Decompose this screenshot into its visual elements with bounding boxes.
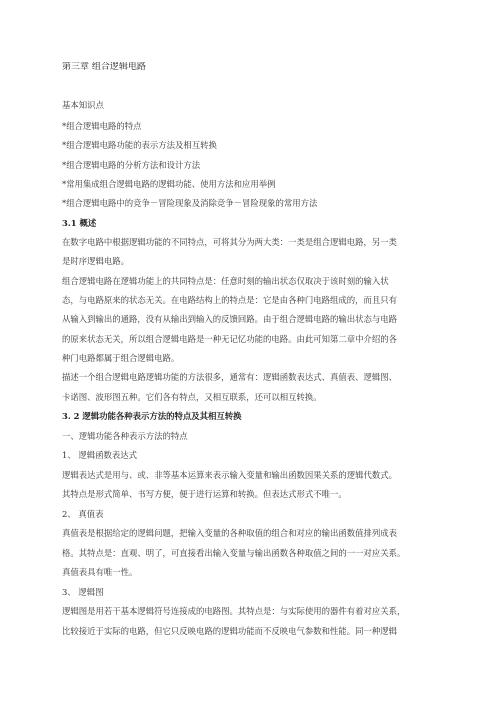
- paragraph-line: 在数字电路中根据逻辑功能的不同特点，可将其分为两大类：一类是组合逻辑电路，另一类: [62, 237, 397, 247]
- paragraph-line: 描述一个组合逻辑电路逻辑功能的方法很多，通常有：逻辑函数表达式、真值表、逻辑图、: [62, 372, 397, 382]
- section-heading-3-2: 3. 2 逻辑功能各种表示方法的特点及其相互转换: [62, 411, 242, 421]
- paragraph-line: 的原来状态无关，所以组合逻辑电路是一种无记忆功能的电路。由此可知第二章中介绍的各: [62, 334, 397, 344]
- paragraph-line: 逻辑表达式是用与、或、非等基本运算来表示输入变量和输出函数因果关系的逻辑代数式。: [62, 470, 397, 480]
- paragraph-line: 比较接近于实际的电路，但它只反映电路的逻辑功能而不反映电气参数和性能。同一种逻辑: [62, 626, 397, 636]
- item-heading: 2、 真值表: [62, 509, 104, 519]
- paragraph-line: 真值表具有唯一性。: [62, 567, 138, 577]
- item-heading: 1、 逻辑函数表达式: [62, 450, 137, 460]
- paragraph-line: 其特点是形式简单、书写方便，便于进行运算和转换。但表达式形式不唯一。: [62, 489, 347, 499]
- section-heading-3-1: 3.1 概述: [62, 218, 97, 228]
- knowledge-point: *常用集成组合逻辑电路的逻辑功能、使用方法和应用举例: [62, 179, 276, 189]
- knowledge-point: *组合逻辑电路功能的表示方法及相互转换: [62, 140, 217, 150]
- paragraph-line: 组合逻辑电路在逻辑功能上的共同特点是：任意时刻的输出状态仅取决于该时刻的输入状: [62, 276, 389, 286]
- paragraph-line: 态，与电路原来的状态无关。在电路结构上的特点是：它是由各种门电路组成的，而且只有: [62, 295, 397, 305]
- knowledge-point: *组合逻辑电路的分析方法和设计方法: [62, 160, 201, 170]
- paragraph-line: 是时序逻辑电路。: [62, 256, 129, 266]
- paragraph-line: 从输入到输出的通路，没有从输出到输入的反馈回路。由于组合逻辑电路的输出状态与电路: [62, 314, 397, 324]
- paragraph-line: 真值表是根据给定的逻辑问题，把输入变量的各种取值的组合和对应的输出函数值排列成表: [62, 528, 397, 538]
- item-heading: 3、 逻辑图: [62, 587, 104, 597]
- knowledge-point: *组合逻辑电路的特点: [62, 121, 142, 131]
- chapter-title: 第三章 组合逻辑电路: [62, 62, 146, 72]
- subsection-heading: 一、逻辑功能各种表示方法的特点: [62, 431, 188, 441]
- paragraph-line: 卡诺图、波形图五种。它们各有特点，又相互联系，还可以相互转换。: [62, 392, 322, 402]
- knowledge-heading: 基本知识点: [62, 100, 104, 110]
- paragraph-line: 格。其特点是：直观、明了，可直接看出输入变量与输出函数各种取值之间的一一对应关系。: [62, 548, 406, 558]
- paragraph-line: 逻辑图是用若干基本逻辑符号连接成的电路图。其特点是：与实际使用的器件有着对应关系，: [62, 606, 406, 616]
- paragraph-line: 种门电路都属于组合逻辑电路。: [62, 353, 180, 363]
- knowledge-point: *组合逻辑电路中的竞争－冒险现象及消除竞争－冒险现象的常用方法: [62, 198, 318, 208]
